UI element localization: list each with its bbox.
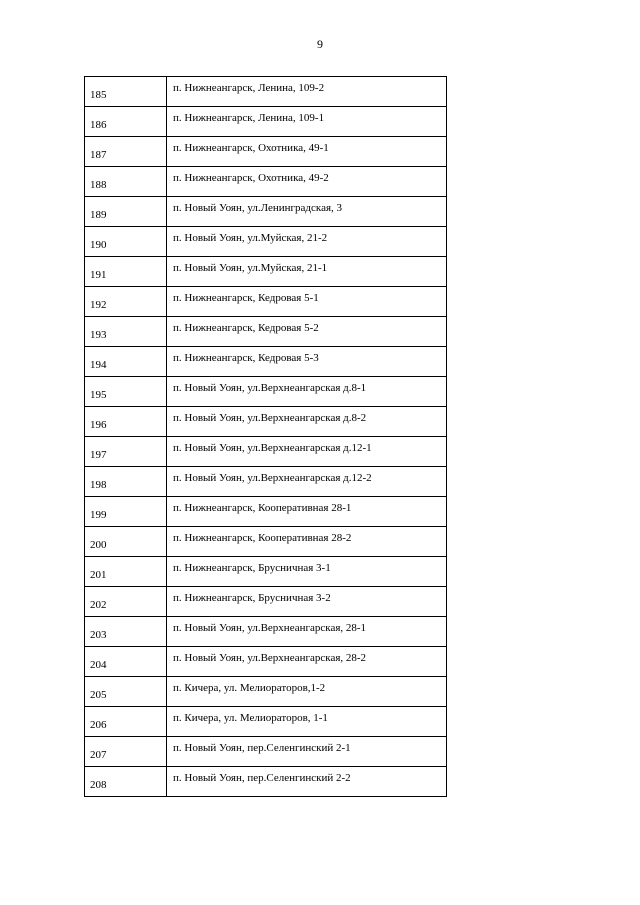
address-cell: п. Нижнеангарск, Кедровая 5-3 [167, 347, 447, 377]
address-cell: п. Кичера, ул. Мелиораторов, 1-1 [167, 707, 447, 737]
table-row [85, 287, 447, 317]
table-row [85, 767, 447, 797]
table-row [85, 197, 447, 227]
address-cell: п. Новый Уоян, ул.Муйская, 21-2 [167, 227, 447, 257]
address-cell: п. Новый Уоян, ул.Верхнеангарская д.12-2 [167, 467, 447, 497]
table-row [85, 497, 447, 527]
table-row [85, 527, 447, 557]
row-number-cell: 206 [85, 707, 167, 737]
row-number-cell: 193 [85, 317, 167, 347]
address-cell: п. Новый Уоян, ул.Верхнеангарская д.8-2 [167, 407, 447, 437]
table-row [85, 347, 447, 377]
row-number-cell: 188 [85, 167, 167, 197]
address-cell: п. Нижнеангарск, Охотника, 49-2 [167, 167, 447, 197]
address-cell: п. Новый Уоян, ул.Верхнеангарская, 28-1 [167, 617, 447, 647]
row-number-cell: 195 [85, 377, 167, 407]
address-cell: п. Нижнеангарск, Кедровая 5-1 [167, 287, 447, 317]
row-number-cell: 203 [85, 617, 167, 647]
address-cell: п. Новый Уоян, ул.Муйская, 21-1 [167, 257, 447, 287]
table-row [85, 107, 447, 137]
row-number-cell: 202 [85, 587, 167, 617]
row-number-cell: 200 [85, 527, 167, 557]
table-row [85, 737, 447, 767]
table-row [85, 437, 447, 467]
row-number-cell: 192 [85, 287, 167, 317]
row-number-cell: 187 [85, 137, 167, 167]
address-cell: п. Нижнеангарск, Ленина, 109-1 [167, 107, 447, 137]
address-cell: п. Новый Уоян, ул.Ленинградская, 3 [167, 197, 447, 227]
row-number-cell: 189 [85, 197, 167, 227]
table-row [85, 587, 447, 617]
address-cell: п. Нижнеангарск, Ленина, 109-2 [167, 77, 447, 107]
address-cell: п. Нижнеангарск, Кооперативная 28-2 [167, 527, 447, 557]
table-row [85, 617, 447, 647]
address-cell: п. Нижнеангарск, Охотника, 49-1 [167, 137, 447, 167]
row-number-cell: 194 [85, 347, 167, 377]
address-table-body [85, 77, 447, 797]
address-cell: п. Новый Уоян, ул.Верхнеангарская д.12-1 [167, 437, 447, 467]
row-number-cell: 191 [85, 257, 167, 287]
address-cell: п. Нижнеангарск, Брусничная 3-2 [167, 587, 447, 617]
table-row [85, 227, 447, 257]
row-number-cell: 201 [85, 557, 167, 587]
table-row [85, 407, 447, 437]
table-row [85, 137, 447, 167]
row-number-cell: 208 [85, 767, 167, 797]
table-row [85, 77, 447, 107]
table-row [85, 707, 447, 737]
row-number-cell: 198 [85, 467, 167, 497]
row-number-cell: 197 [85, 437, 167, 467]
table-row [85, 647, 447, 677]
address-cell: п. Новый Уоян, ул.Верхнеангарская, 28-2 [167, 647, 447, 677]
row-number-cell: 205 [85, 677, 167, 707]
row-number-cell: 190 [85, 227, 167, 257]
table-row [85, 677, 447, 707]
row-number-cell: 199 [85, 497, 167, 527]
table-row [85, 257, 447, 287]
address-cell: п. Новый Уоян, ул.Верхнеангарская д.8-1 [167, 377, 447, 407]
row-number-cell: 204 [85, 647, 167, 677]
table-row [85, 317, 447, 347]
address-cell: п. Новый Уоян, пер.Селенгинский 2-2 [167, 767, 447, 797]
address-cell: п. Кичера, ул. Мелиораторов,1-2 [167, 677, 447, 707]
table-row [85, 377, 447, 407]
table-row [85, 467, 447, 497]
address-cell: п. Нижнеангарск, Брусничная 3-1 [167, 557, 447, 587]
address-cell: п. Нижнеангарск, Кедровая 5-2 [167, 317, 447, 347]
table-row [85, 557, 447, 587]
row-number-cell: 185 [85, 77, 167, 107]
address-table [84, 76, 447, 797]
table-row [85, 167, 447, 197]
row-number-cell: 186 [85, 107, 167, 137]
row-number-cell: 207 [85, 737, 167, 767]
page-number: 9 [317, 37, 323, 51]
address-cell: п. Нижнеангарск, Кооперативная 28-1 [167, 497, 447, 527]
row-number-cell: 196 [85, 407, 167, 437]
address-cell: п. Новый Уоян, пер.Селенгинский 2-1 [167, 737, 447, 767]
